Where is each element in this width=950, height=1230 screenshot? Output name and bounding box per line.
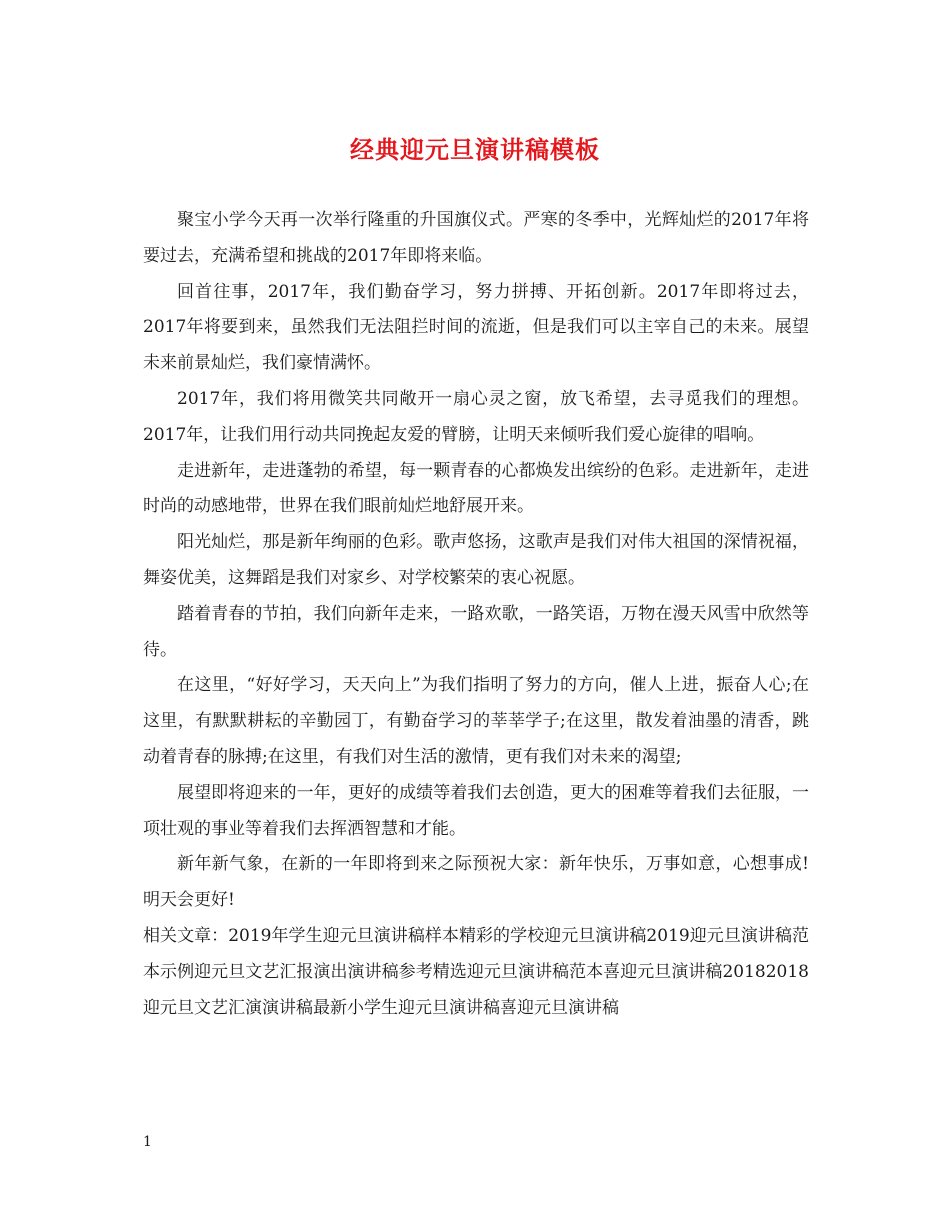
paragraph: 回首往事，2017年，我们勤奋学习，努力拼搏、开拓创新。2017年即将过去，2017年将要到来，虽然我们无法阻拦时间的流逝，但是我们可以主宰自己的未来。展望未来前景灿烂，我们豪情满怀。 [143,281,809,374]
page-number: 1 [143,1134,152,1150]
document-body [143,203,809,1026]
paragraph: 展望即将迎来的一年，更好的成绩等着我们去创造，更大的困难等着我们去征服，一项壮观的事业等着我们去挥洒智慧和才能。 [143,782,809,839]
paragraph: 2017年，我们将用微笑共同敞开一扇心灵之窗，放飞希望，去寻觅我们的理想。2017年，让我们用行动共同挽起友爱的臂膀，让明天来倾听我们爱心旋律的唱响。 [143,388,809,445]
related-articles: 相关文章：2019年学生迎元旦演讲稿样本精彩的学校迎元旦演讲稿2019迎元旦演讲稿范本示例迎元旦文艺汇报演出演讲稿参考精选迎元旦演讲稿范本喜迎元旦演讲稿20182018迎元旦文艺汇演演讲稿最新小学生迎元旦演讲稿喜迎元旦演讲稿 [143,925,809,1018]
paragraph: 走进新年，走进蓬勃的希望，每一颗青春的心都焕发出缤纷的色彩。走进新年，走进时尚的动感地带，世界在我们眼前灿烂地舒展开来。 [143,460,809,517]
paragraph: 在这里，“好好学习，天天向上”为我们指明了努力的方向，催人上进，振奋人心;在这里，有默默耕耘的辛勤园丁，有勤奋学习的莘莘学子;在这里，散发着油墨的清香，跳动着青春的脉搏;在这里，有我们对生活的激情，更有我们对未来的渴望; [143,675,809,767]
paragraph: 聚宝小学今天再一次举行隆重的升国旗仪式。严寒的冬季中，光辉灿烂的2017年将要过去，充满希望和挑战的2017年即将来临。 [143,210,809,266]
page-title: 经典迎元旦演讲稿模板 [350,135,600,164]
paragraph: 踏着青春的节拍，我们向新年走来，一路欢歌，一路笑语，万物在漫天风雪中欣然等待。 [143,603,809,660]
paragraph: 阳光灿烂，那是新年绚丽的色彩。歌声悠扬，这歌声是我们对伟大祖国的深情祝福，舞姿优美，这舞蹈是我们对家乡、对学校繁荣的衷心祝愿。 [143,532,809,588]
paragraph: 新年新气象，在新的一年即将到来之际预祝大家：新年快乐，万事如意，心想事成!明天会更好! [143,854,809,911]
